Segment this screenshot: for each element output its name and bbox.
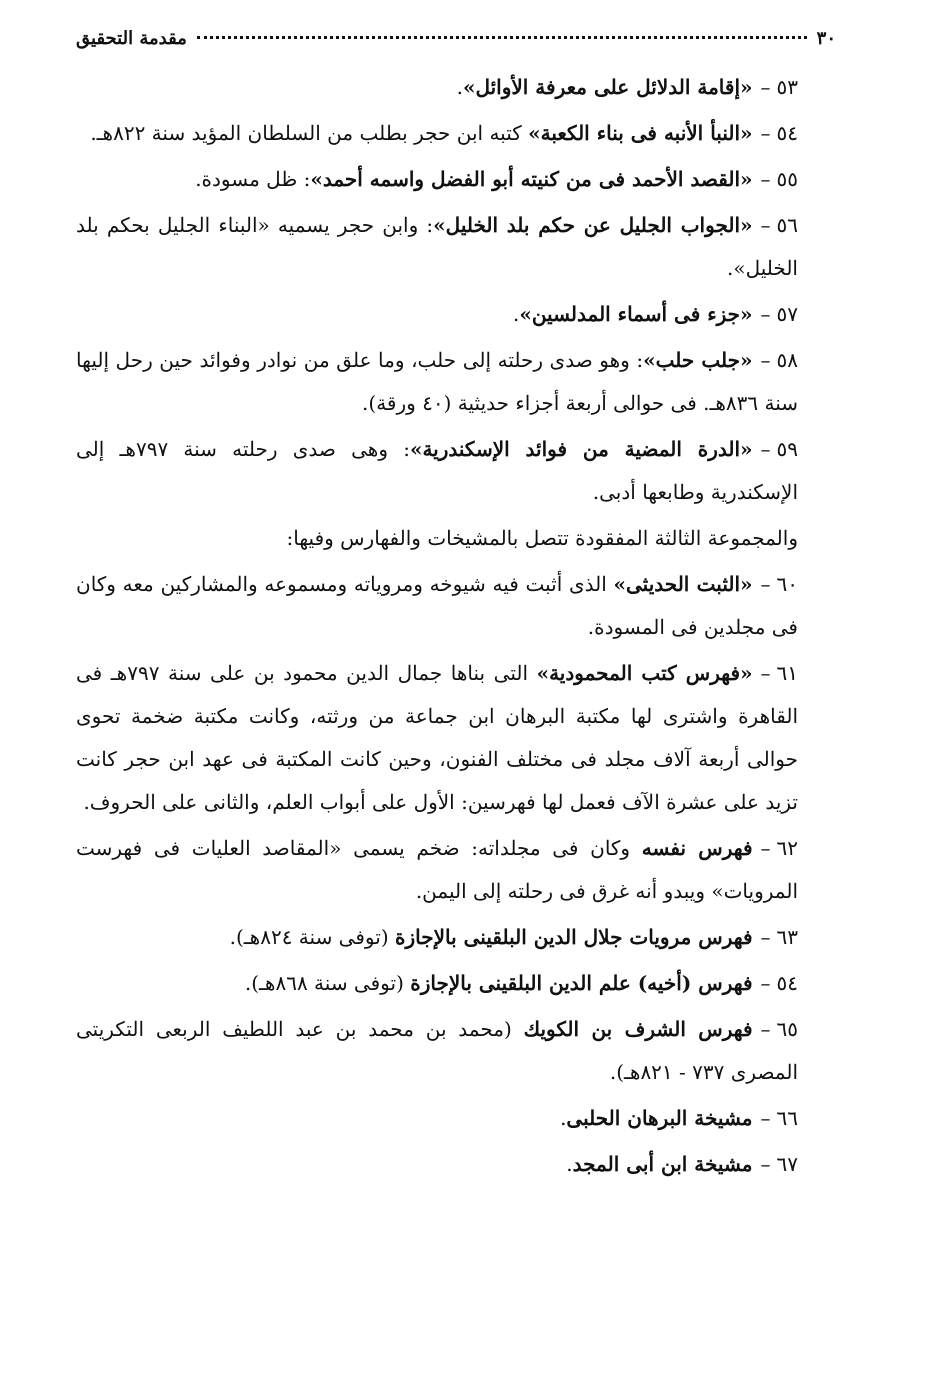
entry-text: . xyxy=(566,1152,573,1176)
open-quote: « xyxy=(740,213,753,237)
entry-title: فهرس (أخيه) علم الدين البلقينى بالإجازة xyxy=(410,971,753,995)
entry-title: فهرس الشرف بن الكويك xyxy=(523,1017,753,1041)
entry-item xyxy=(76,112,836,155)
entry-text: : وابن حجر يسميه «البناء الجليل بحكم بلد الخليل». xyxy=(76,213,798,280)
entry-dash: – xyxy=(760,925,771,949)
entry-dash: – xyxy=(760,437,771,461)
entry-text: . xyxy=(456,75,463,99)
open-quote: « xyxy=(740,75,753,99)
entry-title: جلب حلب xyxy=(655,348,741,372)
entry-item xyxy=(76,339,836,425)
entry-number: ٥٤ xyxy=(776,971,798,995)
dotted-leader xyxy=(197,36,807,39)
open-quote: « xyxy=(740,348,753,372)
entry-number: ٦٢ xyxy=(776,836,798,860)
entry-title: الجواب الجليل عن حكم بلد الخليل xyxy=(445,213,741,237)
entry-number: ٥٩ xyxy=(776,437,799,461)
page-number: ٣٠ xyxy=(816,28,836,49)
entry-dash: – xyxy=(760,971,771,995)
entry-dash: – xyxy=(760,121,771,145)
section-title: مقدمة التحقيق xyxy=(76,28,187,49)
entry-number: ٦٦ xyxy=(776,1106,798,1130)
open-quote: « xyxy=(740,572,753,596)
entry-number: ٥٣ xyxy=(776,75,798,99)
entry-text: التى بناها جمال الدين محمود بن على سنة ٧٩٧هـ فى القاهرة واشترى لها مكتبة البرهان ابن جماعة من ورثته، وكانت مكتبة ضخمة تحوى حوالى أربعة آلاف مجلد فى مختلف الفنون، وحين كانت المكتبة فى عهد ابن حجر كانت تزيد على عشرة الآف فعمل لها فهرسين: الأول على أبواب العلم، والثانى على الحروف. xyxy=(76,661,798,814)
close-quote: » xyxy=(528,121,541,145)
entry-text: وكان فى مجلداته: ضخم يسمى «المقاصد العليات فى فهرست المرويات» ويبدو أنه غرق فى رحلته إلى اليمن. xyxy=(76,836,798,903)
entry-item xyxy=(76,204,836,290)
entry-dash: – xyxy=(760,167,771,191)
entry-item xyxy=(76,517,836,560)
entry-number: ٦٧ xyxy=(776,1152,798,1176)
entry-title: فهرس مرويات جلال الدين البلقينى بالإجازة xyxy=(394,925,753,949)
entry-item xyxy=(76,962,836,1005)
open-quote: « xyxy=(740,661,753,685)
entry-dash: – xyxy=(760,1106,771,1130)
entry-number: ٥٧ xyxy=(776,302,798,326)
entry-item xyxy=(76,1143,836,1186)
entry-title: جزء فى أسماء المدلسين xyxy=(531,302,741,326)
entry-dash: – xyxy=(760,75,771,99)
entry-text: (توفى سنة ٨٦٨هـ). xyxy=(244,971,411,995)
entry-number: ٥٥ xyxy=(776,167,798,191)
entry-title: إقامة الدلائل على معرفة الأوائل xyxy=(475,75,741,99)
close-quote: » xyxy=(536,661,550,685)
entry-dash: – xyxy=(760,1152,771,1176)
entry-item xyxy=(76,1008,836,1094)
entry-text: . xyxy=(560,1106,567,1130)
entry-item xyxy=(76,563,836,649)
entry-number: ٦٠ xyxy=(776,572,798,596)
close-quote: » xyxy=(310,167,323,191)
entry-number: ٦٣ xyxy=(776,925,798,949)
close-quote: » xyxy=(462,75,476,99)
entry-number: ٥٤ xyxy=(776,121,798,145)
entry-text: : وهو صدى رحلته إلى حلب، وما علق من نوادر وفوائد حين رحل إليها سنة ٨٣٦هـ. فى حوالى أربعة أجزاء حديثية (٤٠ ورقة). xyxy=(76,348,798,415)
running-header xyxy=(76,28,836,60)
entry-item xyxy=(76,827,836,913)
entry-text: : ظل مسودة. xyxy=(195,167,311,191)
entry-item xyxy=(76,652,836,824)
entry-item xyxy=(76,916,836,959)
entry-title: فهرس نفسه xyxy=(641,836,753,860)
entry-item xyxy=(76,158,836,201)
close-quote: » xyxy=(643,348,656,372)
entry-title: مشيخة ابن أبى المجد xyxy=(572,1152,753,1176)
close-quote: » xyxy=(613,572,627,596)
entry-text: . xyxy=(512,302,520,326)
entry-text: والمجموعة الثالثة المفقودة تتصل بالمشيخات والفهارس وفيها: xyxy=(286,526,798,550)
entry-title: الدرة المضية من فوائد الإسكندرية xyxy=(422,437,741,461)
entry-text: (محمد بن محمد بن عبد اللطيف الربعى التكريتى المصرى ٧٣٧ - ٨٢١هـ). xyxy=(76,1017,798,1084)
entry-dash: – xyxy=(760,1017,771,1041)
entry-item xyxy=(76,428,836,514)
open-quote: « xyxy=(740,437,753,461)
entry-title: القصد الأحمد فى من كنيته أبو الفضل واسمه أحمد xyxy=(322,167,741,191)
entry-dash: – xyxy=(760,572,771,596)
entry-number: ٦١ xyxy=(776,661,799,685)
entry-number: ٥٨ xyxy=(776,348,798,372)
entry-item xyxy=(76,1097,836,1140)
entry-text: (توفى سنة ٨٢٤هـ). xyxy=(229,925,395,949)
entry-text: الذى أثبت فيه شيوخه ومروياته ومسموعه والمشاركين معه وكان فى مجلدين فى المسودة. xyxy=(76,572,798,639)
close-quote: » xyxy=(433,213,446,237)
entry-number: ٦٥ xyxy=(776,1017,798,1041)
entry-dash: – xyxy=(760,836,771,860)
entries-list xyxy=(76,66,836,1186)
open-quote: « xyxy=(740,302,753,326)
open-quote: « xyxy=(740,167,753,191)
entry-dash: – xyxy=(760,213,771,237)
close-quote: » xyxy=(409,437,423,461)
entry-dash: – xyxy=(760,661,771,685)
document-page xyxy=(76,28,836,1189)
close-quote: » xyxy=(519,302,532,326)
open-quote: « xyxy=(740,121,753,145)
entry-text: : وهى صدى رحلته سنة ٧٩٧هـ إلى الإسكندرية وطابعها أدبى. xyxy=(76,437,798,504)
entry-dash: – xyxy=(760,302,771,326)
entry-item xyxy=(76,293,836,336)
entry-number: ٥٦ xyxy=(776,213,798,237)
entry-item xyxy=(76,66,836,109)
entry-title: فهرس كتب المحمودية xyxy=(549,661,741,685)
entry-title: النبأ الأنبه فى بناء الكعبة xyxy=(540,121,741,145)
entry-dash: – xyxy=(760,348,771,372)
entry-text: كتبه ابن حجر بطلب من السلطان المؤيد سنة ٨٢٢هـ. xyxy=(90,121,529,145)
entry-title: مشيخة البرهان الحلبى xyxy=(566,1106,753,1130)
entry-title: الثبت الحديثى xyxy=(626,572,741,596)
